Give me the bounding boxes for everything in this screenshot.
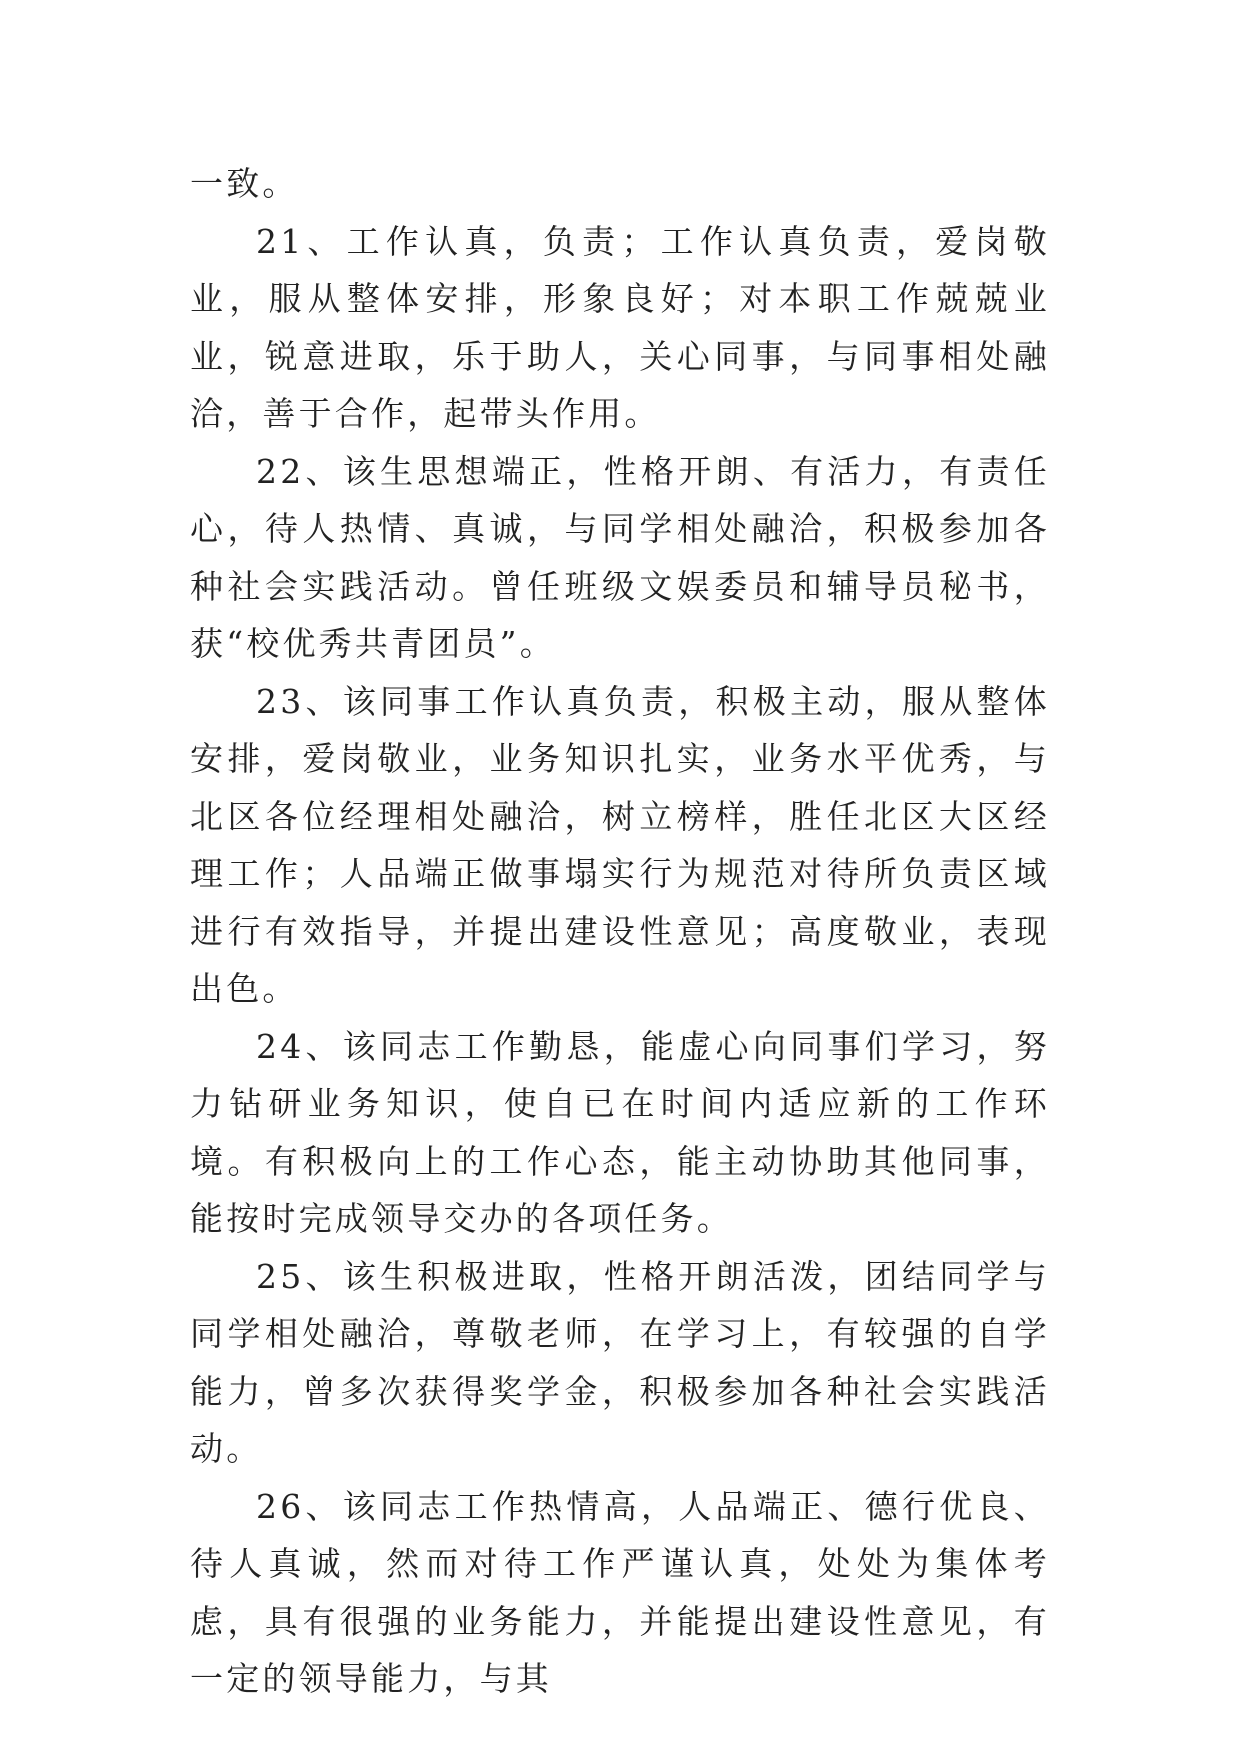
paragraph-22: 22、该生思想端正，性格开朗、有活力，有责任心，待人热情、真诚，与同学相处融洽，积极参加各种社会实践活动。曾任班级文娱委员和辅导员秘书，获“校优秀共青团员”。 [190, 451, 1050, 663]
paragraph-24: 24、该同志工作勤恳，能虚心向同事们学习，努力钻研业务知识，使自已在时间内适应新的工作环境。有积极向上的工作心态，能主动协助其他同事，能按时完成领导交办的各项任务。 [190, 1026, 1050, 1238]
paragraph-25: 25、该生积极进取，性格开朗活泼，团结同学与同学相处融洽，尊敬老师，在学习上，有较强的自学能力，曾多次获得奖学金，积极参加各种社会实践活动。 [190, 1256, 1050, 1468]
paragraph-23: 23、该同事工作认真负责，积极主动，服从整体安排，爱岗敬业，业务知识扎实，业务水平优秀，与北区各位经理相处融洽，树立榜样，胜任北区大区经理工作；人品端正做事塌实行为规范对待所负责区域进行有效指导，并提出建设性意见；高度敬业，表现出色。 [190, 681, 1050, 1008]
document-body [190, 155, 1050, 1708]
paragraph-26: 26、该同志工作热情高，人品端正、德行优良、待人真诚，然而对待工作严谨认真，处处为集体考虑，具有很强的业务能力，并能提出建设性意见，有一定的领导能力，与其 [190, 1486, 1050, 1698]
paragraph-21: 21、工作认真，负责；工作认真负责，爱岗敬业，服从整体安排，形象良好；对本职工作兢兢业业，锐意进取，乐于助人，关心同事，与同事相处融洽，善于合作，起带头作用。 [190, 221, 1050, 433]
paragraph-continuation: 一致。 [190, 164, 299, 203]
